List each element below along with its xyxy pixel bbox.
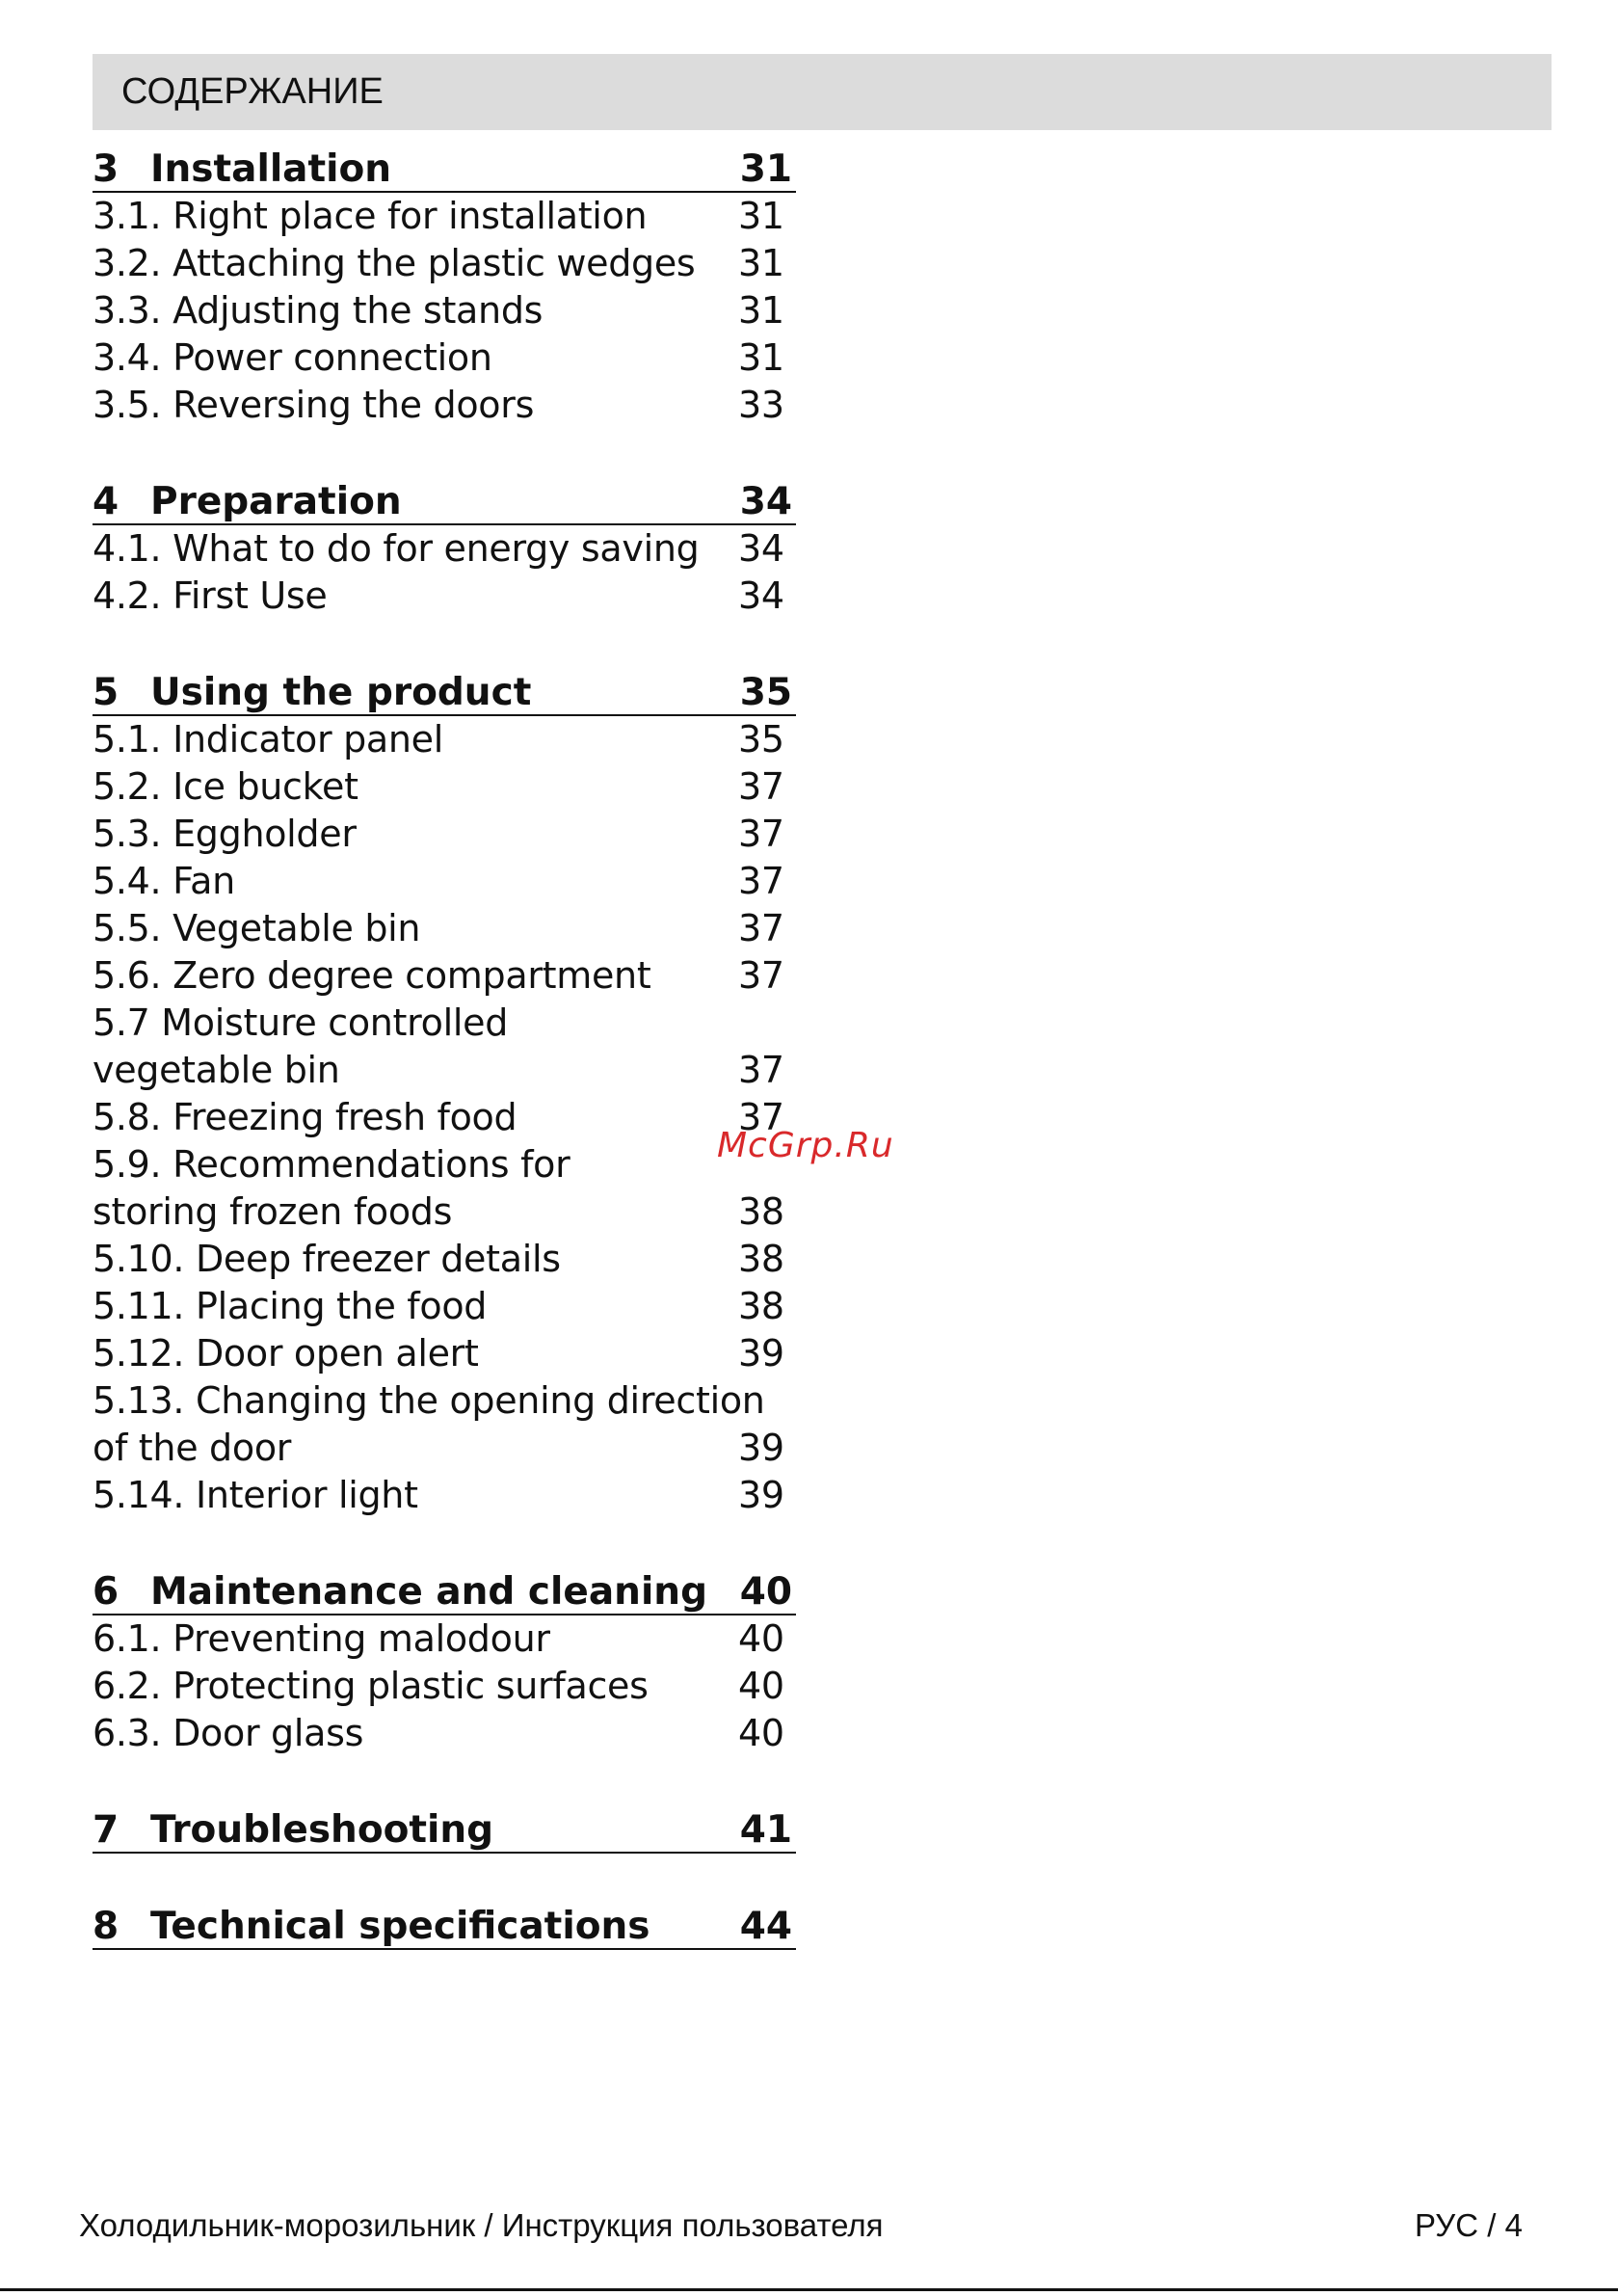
section-number: 6 — [93, 1570, 119, 1614]
toc-entry[interactable] — [93, 1663, 796, 1710]
entry-label: 5.3. Eggholder — [93, 813, 357, 855]
toc-section — [93, 666, 796, 1519]
entry-label: 5.14. Interior light — [93, 1474, 418, 1516]
page-title: СОДЕРЖАНИЕ — [121, 71, 384, 112]
entry-label: 5.13. Changing the opening direction — [93, 1379, 765, 1422]
entry-label: 5.9. Recommendations for — [93, 1143, 570, 1186]
entry-page-number: 33 — [738, 384, 784, 426]
section-number: 4 — [93, 480, 119, 523]
entry-page-number: 31 — [738, 242, 784, 284]
toc-entry[interactable] — [93, 334, 796, 382]
section-title — [93, 147, 391, 191]
toc-entry[interactable] — [93, 1283, 796, 1330]
entry-label: 5.12. Door open alert — [93, 1332, 479, 1375]
entry-page-number: 35 — [738, 718, 784, 761]
toc-entry[interactable] — [93, 287, 796, 334]
section-title-text: Technical specifications — [150, 1905, 650, 1948]
entry-label: 3.4. Power connection — [93, 336, 492, 379]
section-page-number: 41 — [739, 1808, 792, 1852]
entry-label: storing frozen foods — [93, 1190, 453, 1233]
entry-label: 5.4. Fan — [93, 860, 235, 902]
entry-label: vegetable bin — [93, 1049, 340, 1091]
entry-page-number: 39 — [738, 1332, 784, 1375]
toc-entry[interactable] — [93, 1377, 796, 1425]
entry-label: 6.1. Preventing malodour — [93, 1617, 550, 1660]
toc-entry[interactable] — [93, 1000, 796, 1047]
section-heading[interactable] — [93, 1803, 796, 1854]
entry-label: 5.2. Ice bucket — [93, 765, 358, 808]
entry-label: 3.1. Right place for installation — [93, 195, 648, 237]
toc-entry[interactable] — [93, 1047, 796, 1094]
entry-page-number: 37 — [738, 954, 784, 997]
entry-label: of the door — [93, 1427, 292, 1469]
section-page-number: 31 — [739, 147, 792, 191]
section-title — [93, 671, 531, 714]
entry-label: 3.5. Reversing the doors — [93, 384, 535, 426]
section-title — [93, 1808, 493, 1852]
toc-section — [93, 1803, 796, 1854]
toc-entry[interactable] — [93, 716, 796, 763]
section-title-text: Preparation — [150, 480, 402, 523]
section-title — [93, 1905, 650, 1948]
section-number: 8 — [93, 1905, 119, 1948]
entry-page-number: 31 — [738, 336, 784, 379]
entry-page-number: 37 — [738, 813, 784, 855]
section-heading[interactable] — [93, 475, 796, 525]
entry-page-number: 40 — [738, 1712, 784, 1754]
section-title — [93, 480, 402, 523]
bottom-divider — [0, 2288, 1618, 2291]
toc-header-band — [93, 54, 1552, 130]
entry-page-number: 37 — [738, 1096, 784, 1138]
toc-entry[interactable] — [93, 525, 796, 573]
entry-label: 6.3. Door glass — [93, 1712, 364, 1754]
entry-page-number: 40 — [738, 1617, 784, 1660]
entry-page-number: 37 — [738, 765, 784, 808]
toc-entry[interactable] — [93, 573, 796, 620]
toc-entry[interactable] — [93, 382, 796, 429]
section-page-number: 40 — [739, 1570, 792, 1614]
section-number: 5 — [93, 671, 119, 714]
entry-label: 5.5. Vegetable bin — [93, 907, 421, 949]
entry-label: 3.2. Attaching the plastic wedges — [93, 242, 696, 284]
toc-entry[interactable] — [93, 1615, 796, 1663]
section-title-text: Troubleshooting — [150, 1808, 494, 1852]
entry-page-number: 39 — [738, 1474, 784, 1516]
toc-entry[interactable] — [93, 1710, 796, 1757]
entry-page-number: 34 — [738, 574, 784, 617]
entry-label: 3.3. Adjusting the stands — [93, 289, 544, 332]
entry-label: 5.7 Moisture controlled — [93, 1001, 509, 1044]
toc-entry[interactable] — [93, 1094, 796, 1141]
toc-entry[interactable] — [93, 1472, 796, 1519]
toc-section — [93, 1565, 796, 1757]
table-of-contents — [93, 143, 796, 1996]
section-title-text: Maintenance and cleaning — [150, 1570, 707, 1614]
section-heading[interactable] — [93, 1565, 796, 1615]
entry-page-number: 31 — [738, 195, 784, 237]
entry-page-number: 34 — [738, 527, 784, 570]
toc-entry[interactable] — [93, 905, 796, 952]
section-page-number: 35 — [739, 671, 792, 714]
toc-section — [93, 1900, 796, 1950]
entry-label: 5.10. Deep freezer details — [93, 1238, 561, 1280]
footer-page-number: РУС / 4 — [1415, 2207, 1523, 2243]
entry-page-number: 38 — [738, 1190, 784, 1233]
entry-page-number: 39 — [738, 1427, 784, 1469]
section-page-number: 44 — [739, 1905, 792, 1948]
toc-entry[interactable] — [93, 952, 796, 1000]
section-title-text: Using the product — [150, 671, 532, 714]
entry-label: 4.2. First Use — [93, 574, 328, 617]
toc-entry[interactable] — [93, 763, 796, 811]
toc-entry[interactable] — [93, 1141, 796, 1188]
section-number: 3 — [93, 147, 119, 191]
section-page-number: 34 — [739, 480, 792, 523]
entry-page-number: 37 — [738, 1049, 784, 1091]
section-title — [93, 1570, 707, 1614]
entry-page-number: 38 — [738, 1285, 784, 1327]
toc-entry[interactable] — [93, 1236, 796, 1283]
entry-page-number: 37 — [738, 907, 784, 949]
toc-entry[interactable] — [93, 811, 796, 858]
entry-label: 4.1. What to do for energy saving — [93, 527, 700, 570]
entry-label: 5.8. Freezing fresh food — [93, 1096, 517, 1138]
entry-page-number: 38 — [738, 1238, 784, 1280]
section-heading[interactable] — [93, 1900, 796, 1950]
toc-section — [93, 475, 796, 620]
toc-entry[interactable] — [93, 1425, 796, 1472]
entry-page-number: 31 — [738, 289, 784, 332]
toc-entry[interactable] — [93, 1188, 796, 1236]
section-title-text: Installation — [150, 147, 392, 191]
footer-document-title: Холодильник-морозильник / Инструкция пользователя — [79, 2207, 884, 2243]
section-heading[interactable] — [93, 143, 796, 193]
entry-page-number: 37 — [738, 860, 784, 902]
toc-entry[interactable] — [93, 240, 796, 287]
entry-label: 5.6. Zero degree compartment — [93, 954, 651, 997]
toc-section — [93, 143, 796, 429]
watermark: McGrp.Ru — [717, 1126, 894, 1165]
toc-entry[interactable] — [93, 193, 796, 240]
section-number: 7 — [93, 1808, 119, 1852]
entry-page-number: 40 — [738, 1665, 784, 1707]
entry-label: 5.1. Indicator panel — [93, 718, 444, 761]
toc-entry[interactable] — [93, 858, 796, 905]
entry-label: 5.11. Placing the food — [93, 1285, 488, 1327]
entry-label: 6.2. Protecting plastic surfaces — [93, 1665, 649, 1707]
section-heading[interactable] — [93, 666, 796, 716]
toc-entry[interactable] — [93, 1330, 796, 1377]
